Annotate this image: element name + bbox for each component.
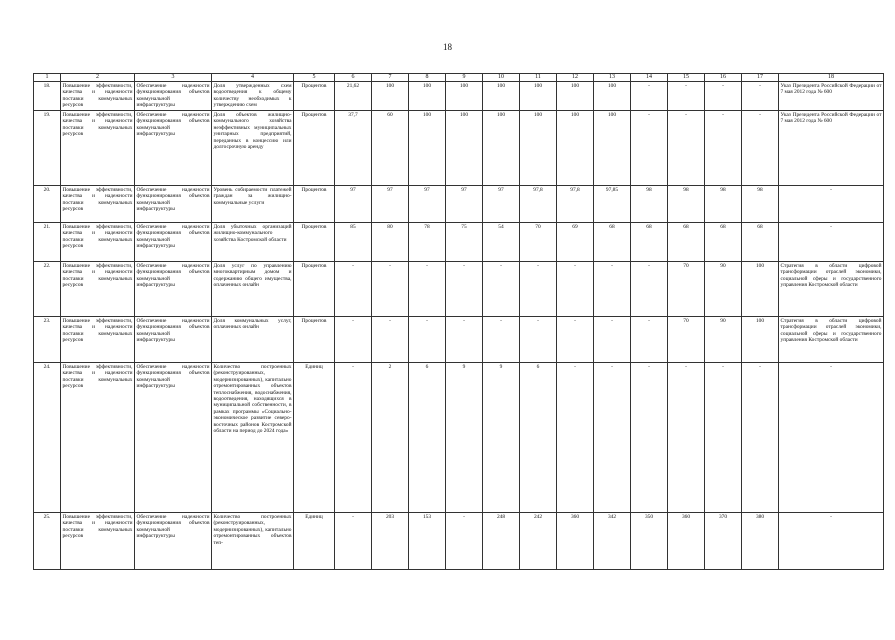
value-cell: 100 xyxy=(520,111,557,186)
value-cell: 360 xyxy=(557,513,594,570)
value-cell: 100 xyxy=(446,111,483,186)
value-cell: - xyxy=(483,262,520,317)
unit-cell: Единиц xyxy=(294,363,335,513)
value-cell: 97 xyxy=(335,186,372,223)
header-cell: 1 xyxy=(34,74,61,82)
source-cell: - xyxy=(779,513,884,570)
value-cell: 100 xyxy=(409,111,446,186)
value-cell: 100 xyxy=(483,111,520,186)
value-cell: - xyxy=(742,111,779,186)
value-cell: - xyxy=(520,262,557,317)
header-cell: 13 xyxy=(594,74,631,82)
value-cell: 248 xyxy=(483,513,520,570)
value-cell: - xyxy=(483,317,520,363)
value-cell: 85 xyxy=(335,223,372,262)
goal-cell: Повышение эффективности, качества и надежности поставки коммунальных ресурсов xyxy=(61,111,135,186)
value-cell: - xyxy=(705,82,742,111)
value-cell: - xyxy=(631,317,668,363)
indicator-cell: Доля услуг по управлению многоквартирным домом и содержанию общего имущества, оплаченных онлайн xyxy=(212,262,294,317)
indicator-cell: Доля убыточных организаций жилищно-коммунального хозяйства Костромской области xyxy=(212,223,294,262)
value-cell: 37,7 xyxy=(335,111,372,186)
source-cell: - xyxy=(779,223,884,262)
value-cell: - xyxy=(742,363,779,513)
value-cell: - xyxy=(705,363,742,513)
goal-cell: Повышение эффективности, качества и надежности поставки коммунальных ресурсов xyxy=(61,223,135,262)
value-cell: 97 xyxy=(372,186,409,223)
header-cell: 12 xyxy=(557,74,594,82)
value-cell: - xyxy=(705,111,742,186)
table-row xyxy=(34,111,884,186)
value-cell: 360 xyxy=(668,513,705,570)
unit-cell: Процентов xyxy=(294,317,335,363)
value-cell: 100 xyxy=(520,82,557,111)
value-cell: - xyxy=(557,363,594,513)
value-cell: 97,8 xyxy=(557,186,594,223)
value-cell: - xyxy=(594,317,631,363)
value-cell: 68 xyxy=(668,223,705,262)
value-cell: 100 xyxy=(557,111,594,186)
value-cell: - xyxy=(594,262,631,317)
value-cell: 100 xyxy=(483,82,520,111)
unit-cell: Процентов xyxy=(294,111,335,186)
task-cell: Обеспечение надежности функционирования объектов коммунальной инфраструктуры xyxy=(135,262,212,317)
value-cell: - xyxy=(520,317,557,363)
header-cell: 10 xyxy=(483,74,520,82)
task-cell: Обеспечение надежности функционирования объектов коммунальной инфраструктуры xyxy=(135,186,212,223)
unit-cell: Процентов xyxy=(294,223,335,262)
row-number: 20. xyxy=(34,186,61,223)
row-number: 22. xyxy=(34,262,61,317)
table-row xyxy=(34,82,884,111)
row-number: 24. xyxy=(34,363,61,513)
header-cell: 16 xyxy=(705,74,742,82)
value-cell: - xyxy=(631,363,668,513)
value-cell: 6 xyxy=(520,363,557,513)
table-row xyxy=(34,186,884,223)
indicator-cell: Уровень собираемости платежей граждан за жилищно-коммунальные услуги xyxy=(212,186,294,223)
task-cell: Обеспечение надежности функционирования объектов коммунальной инфраструктуры xyxy=(135,317,212,363)
goal-cell: Повышение эффективности, качества и надежности поставки коммунальных ресурсов xyxy=(61,513,135,570)
goal-cell: Повышение эффективности, качества и надежности поставки коммунальных ресурсов xyxy=(61,186,135,223)
source-cell: - xyxy=(779,363,884,513)
source-cell: - xyxy=(779,186,884,223)
table-row xyxy=(34,223,884,262)
value-cell: 70 xyxy=(668,262,705,317)
task-cell: Обеспечение надежности функционирования объектов коммунальной инфраструктуры xyxy=(135,513,212,570)
value-cell: 342 xyxy=(594,513,631,570)
value-cell: 203 xyxy=(372,513,409,570)
value-cell: 98 xyxy=(631,186,668,223)
indicators-table xyxy=(33,73,884,570)
value-cell: 6 xyxy=(409,363,446,513)
value-cell: - xyxy=(335,513,372,570)
value-cell: - xyxy=(446,262,483,317)
value-cell: - xyxy=(557,262,594,317)
value-cell: 100 xyxy=(594,82,631,111)
value-cell: 100 xyxy=(742,317,779,363)
value-cell: - xyxy=(335,262,372,317)
header-cell: 11 xyxy=(520,74,557,82)
value-cell: 98 xyxy=(705,186,742,223)
value-cell: 78 xyxy=(409,223,446,262)
task-cell: Обеспечение надежности функционирования объектов коммунальной инфраструктуры xyxy=(135,111,212,186)
value-cell: 100 xyxy=(372,82,409,111)
header-cell: 2 xyxy=(61,74,135,82)
unit-cell: Процентов xyxy=(294,262,335,317)
header-cell: 7 xyxy=(372,74,409,82)
value-cell: 9 xyxy=(483,363,520,513)
value-cell: 9 xyxy=(446,363,483,513)
indicator-cell: Доля утвержденных схем водоотведения к общему количеству необходимых к утверждению схем xyxy=(212,82,294,111)
header-cell: 9 xyxy=(446,74,483,82)
value-cell: - xyxy=(446,513,483,570)
value-cell: 90 xyxy=(705,262,742,317)
value-cell: - xyxy=(631,262,668,317)
value-cell: 60 xyxy=(372,111,409,186)
table-row xyxy=(34,317,884,363)
goal-cell: Повышение эффективности, качества и надежности поставки коммунальных ресурсов xyxy=(61,363,135,513)
value-cell: 54 xyxy=(483,223,520,262)
header-row xyxy=(34,74,884,82)
indicator-cell: Доля объектов жилищно-коммунального хозяйства неэффективных муниципальных унитарных предприятий, переданных в концессию или долгосрочную аренду xyxy=(212,111,294,186)
row-number: 19. xyxy=(34,111,61,186)
header-cell: 18 xyxy=(779,74,884,82)
value-cell: 100 xyxy=(409,82,446,111)
value-cell: - xyxy=(372,262,409,317)
value-cell: 70 xyxy=(668,317,705,363)
header-cell: 8 xyxy=(409,74,446,82)
value-cell: 97,8 xyxy=(520,186,557,223)
value-cell: 242 xyxy=(520,513,557,570)
source-cell: Указ Президента Российской Федерации от 7 мая 2012 года № 600 xyxy=(779,111,884,186)
value-cell: 70 xyxy=(520,223,557,262)
header-cell: 4 xyxy=(212,74,294,82)
value-cell: - xyxy=(372,317,409,363)
goal-cell: Повышение эффективности, качества и надежности поставки коммунальных ресурсов xyxy=(61,262,135,317)
table-row xyxy=(34,513,884,570)
header-cell: 15 xyxy=(668,74,705,82)
unit-cell: Единиц xyxy=(294,513,335,570)
value-cell: 153 xyxy=(409,513,446,570)
value-cell: - xyxy=(335,363,372,513)
value-cell: 97 xyxy=(446,186,483,223)
value-cell: 98 xyxy=(742,186,779,223)
value-cell: 69 xyxy=(557,223,594,262)
page-number: 18 xyxy=(443,42,452,52)
value-cell: - xyxy=(409,262,446,317)
row-number: 25. xyxy=(34,513,61,570)
value-cell: 100 xyxy=(594,111,631,186)
goal-cell: Повышение эффективности, качества и надежности поставки коммунальных ресурсов xyxy=(61,82,135,111)
value-cell: 68 xyxy=(742,223,779,262)
source-cell: Стратегия в области цифровой трансформации отраслей экономики, социальной сферы и государственного управления Костромской области xyxy=(779,317,884,363)
header-cell: 5 xyxy=(294,74,335,82)
value-cell: 100 xyxy=(557,82,594,111)
value-cell: 97,85 xyxy=(594,186,631,223)
value-cell: - xyxy=(557,317,594,363)
value-cell: 75 xyxy=(446,223,483,262)
value-cell: 98 xyxy=(668,186,705,223)
value-cell: 100 xyxy=(446,82,483,111)
value-cell: 350 xyxy=(631,513,668,570)
value-cell: - xyxy=(446,317,483,363)
row-number: 21. xyxy=(34,223,61,262)
table-row xyxy=(34,363,884,513)
row-number: 18. xyxy=(34,82,61,111)
task-cell: Обеспечение надежности функционирования объектов коммунальной инфраструктуры xyxy=(135,82,212,111)
task-cell: Обеспечение надежности функционирования объектов коммунальной инфраструктуры xyxy=(135,223,212,262)
header-cell: 14 xyxy=(631,74,668,82)
header-cell: 6 xyxy=(335,74,372,82)
value-cell: - xyxy=(409,317,446,363)
value-cell: - xyxy=(594,363,631,513)
source-cell: Стратегия в области цифровой трансформации отраслей экономики, социальной сферы и государственного управления Костромской области xyxy=(779,262,884,317)
value-cell: 380 xyxy=(742,513,779,570)
row-number: 23. xyxy=(34,317,61,363)
value-cell: - xyxy=(742,82,779,111)
value-cell: 97 xyxy=(483,186,520,223)
value-cell: 68 xyxy=(594,223,631,262)
table-row xyxy=(34,262,884,317)
indicator-cell: Количество построенных (реконструированных, модернизированных), капитально отремонтированных объектов теплоснабжения, водоснабжения, водоотведения, находящихся в муниципальной собственности, в рамках программы «Социально-экономическое развитие северо-восточных районов Костромской области на период до 2024 года» xyxy=(212,363,294,513)
value-cell: 370 xyxy=(705,513,742,570)
unit-cell: Процентов xyxy=(294,186,335,223)
value-cell: - xyxy=(335,317,372,363)
value-cell: 68 xyxy=(631,223,668,262)
value-cell: 68 xyxy=(705,223,742,262)
table-body xyxy=(34,74,884,570)
value-cell: 80 xyxy=(372,223,409,262)
task-cell: Обеспечение надежности функционирования объектов коммунальной инфраструктуры xyxy=(135,363,212,513)
value-cell: - xyxy=(631,111,668,186)
value-cell: 21,62 xyxy=(335,82,372,111)
value-cell: - xyxy=(668,82,705,111)
value-cell: 90 xyxy=(705,317,742,363)
value-cell: 2 xyxy=(372,363,409,513)
value-cell: 97 xyxy=(409,186,446,223)
value-cell: - xyxy=(668,111,705,186)
value-cell: - xyxy=(631,82,668,111)
header-cell: 3 xyxy=(135,74,212,82)
indicator-cell: Количество построенных (реконструированных, модернизированных), капитально отремонтированных объектов теп- xyxy=(212,513,294,570)
unit-cell: Процентов xyxy=(294,82,335,111)
value-cell: - xyxy=(668,363,705,513)
header-cell: 17 xyxy=(742,74,779,82)
goal-cell: Повышение эффективности, качества и надежности поставки коммунальных ресурсов xyxy=(61,317,135,363)
source-cell: Указ Президента Российской Федерации от 7 мая 2012 года № 600 xyxy=(779,82,884,111)
value-cell: 100 xyxy=(742,262,779,317)
indicator-cell: Доля коммунальных услуг, оплаченных онлайн xyxy=(212,317,294,363)
